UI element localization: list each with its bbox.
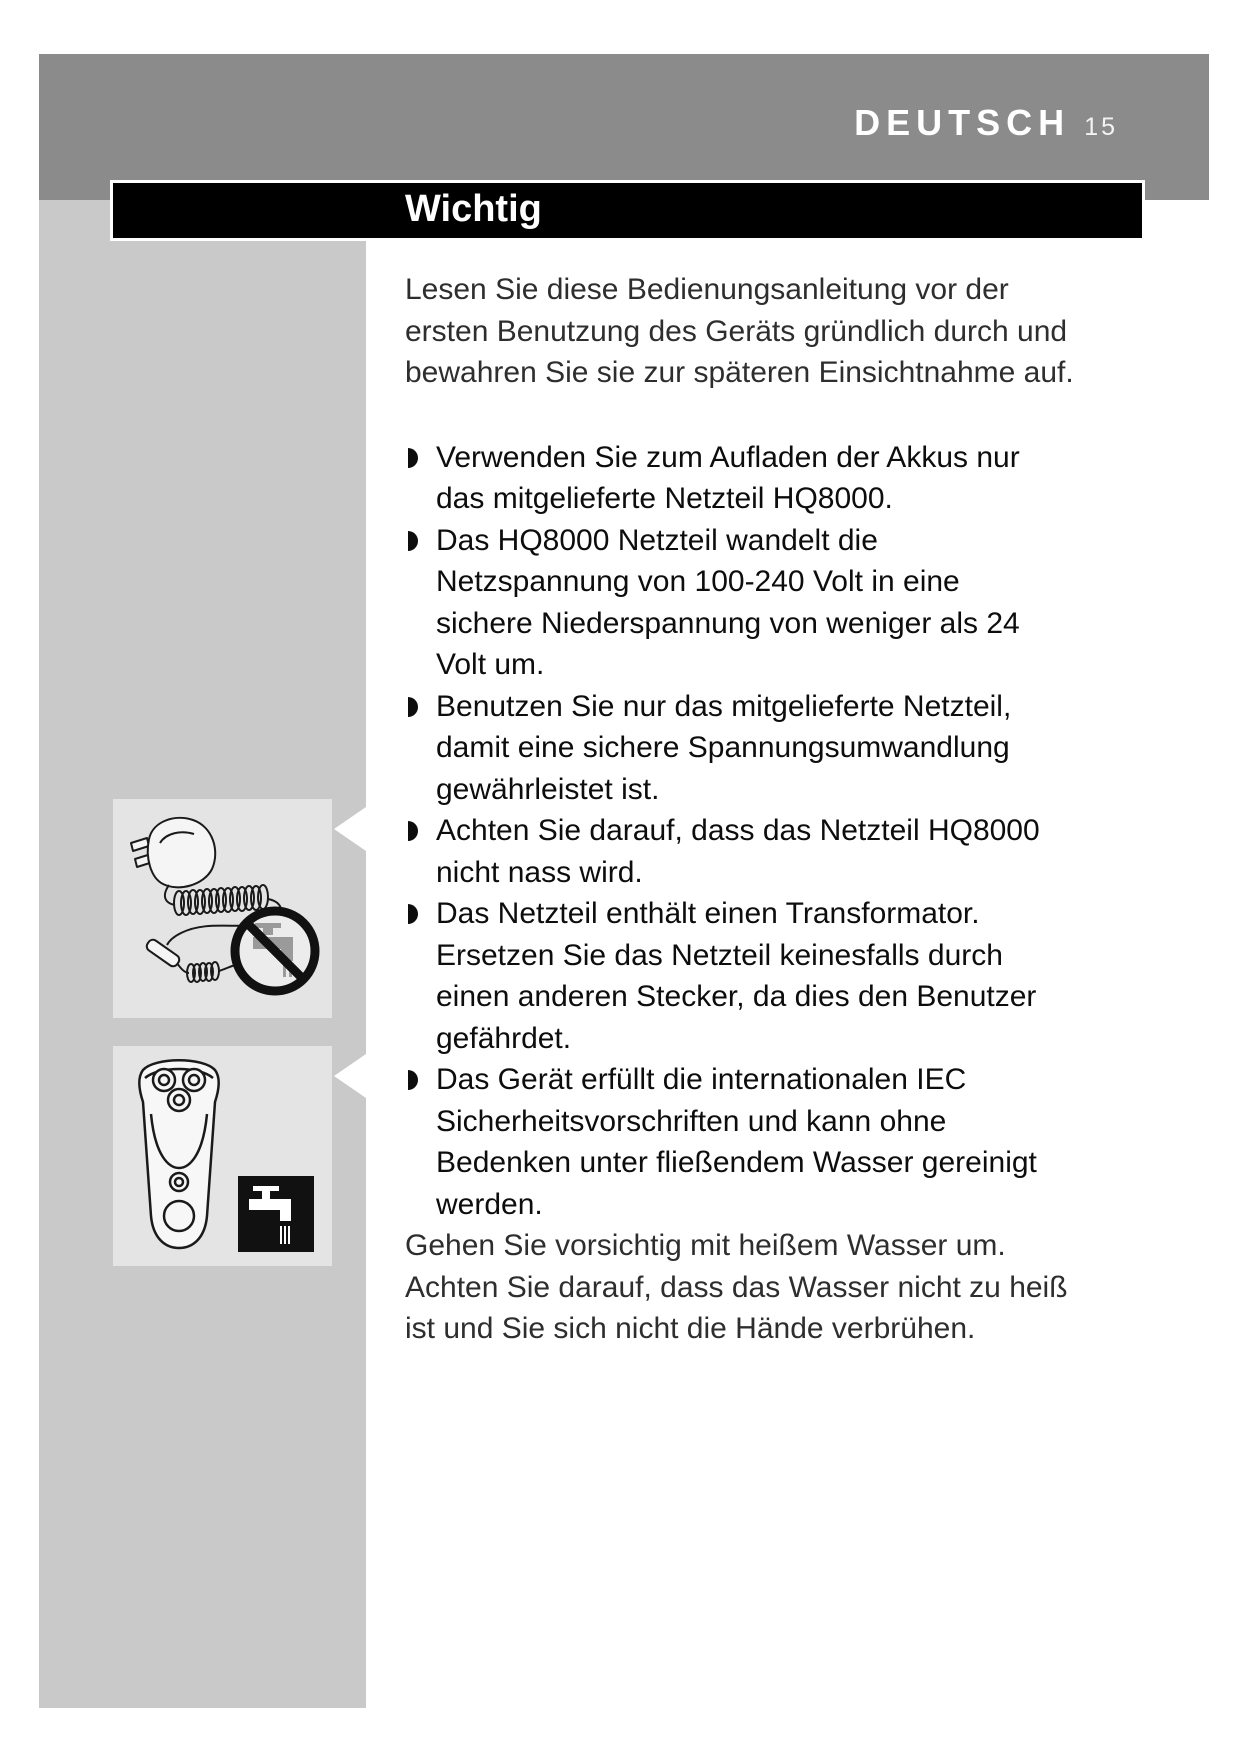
bullet-marker [408,904,418,924]
running-head [854,101,1118,149]
list-item-text: Das HQ8000 Netzteil wandelt die Netzspannung von 100-240 Volt in eine sichere Niederspannung von weniger als 24 Volt um. [436,523,1020,681]
adapter-no-water-illustration [113,799,332,1018]
intro-paragraph: Lesen Sie diese Bedienungsanleitung vor der ersten Benutzung des Geräts gründlich durch und bewahren Sie sie zur späteren Einsichtnahme auf. [405,273,1074,389]
faucet-icon [238,1176,314,1252]
hot-water-note: Gehen Sie vorsichtig mit heißem Wasser um. Achten Sie darauf, dass das Wasser nicht zu heiß ist und Sie sich nicht die Hände verbrühen. [405,1229,1068,1345]
bullet-marker [408,1070,418,1090]
section-title-bar [113,183,1142,238]
bullet-marker [408,531,418,551]
list-item [405,520,1185,686]
shaver-rinse-icon [113,1046,332,1266]
list-item [405,1059,1185,1225]
list-item [405,686,1185,811]
power-button [170,1173,188,1191]
bullet-marker [408,448,418,468]
safety-list [405,437,1185,1226]
body-text [405,269,1185,1350]
list-item-text: Verwenden Sie zum Aufladen der Akkus nur das mitgelieferte Netzteil HQ8000. [436,440,1020,515]
list-item-text: Das Gerät erfüllt die internationalen IEC Sicherheitsvorschriften und kann ohne Bedenken unter fließendem Wasser gereinigt werden. [436,1063,1037,1221]
section-title: Wichtig [405,188,542,230]
shaver-rinse-illustration [113,1046,332,1266]
cord-connector [145,938,181,968]
page-number: 15 [1084,113,1118,141]
language-label: DEUTSCH [854,102,1071,143]
list-item-text: Das Netzteil enthält einen Transformator. Ersetzen Sie das Netzteil keinesfalls durch einen anderen Stecker, da dies den Benutzer gefährdet. [436,897,1037,1055]
figure-pointer [334,1054,366,1098]
list-item [405,810,1185,893]
list-item [405,437,1185,520]
no-water-sign [235,911,315,991]
bullet-marker [408,697,418,717]
bullet-marker [408,821,418,841]
list-item-text: Benutzen Sie nur das mitgelieferte Netzteil, damit eine sichere Spannungsumwandlung gewährleistet ist. [436,689,1012,806]
list-item-text: Achten Sie darauf, dass das Netzteil HQ8000 nicht nass wird. [436,814,1040,889]
list-item [405,893,1185,1059]
figure-pointer [334,807,366,851]
shaver [139,1060,219,1248]
adapter-no-water-icon [113,799,332,1018]
